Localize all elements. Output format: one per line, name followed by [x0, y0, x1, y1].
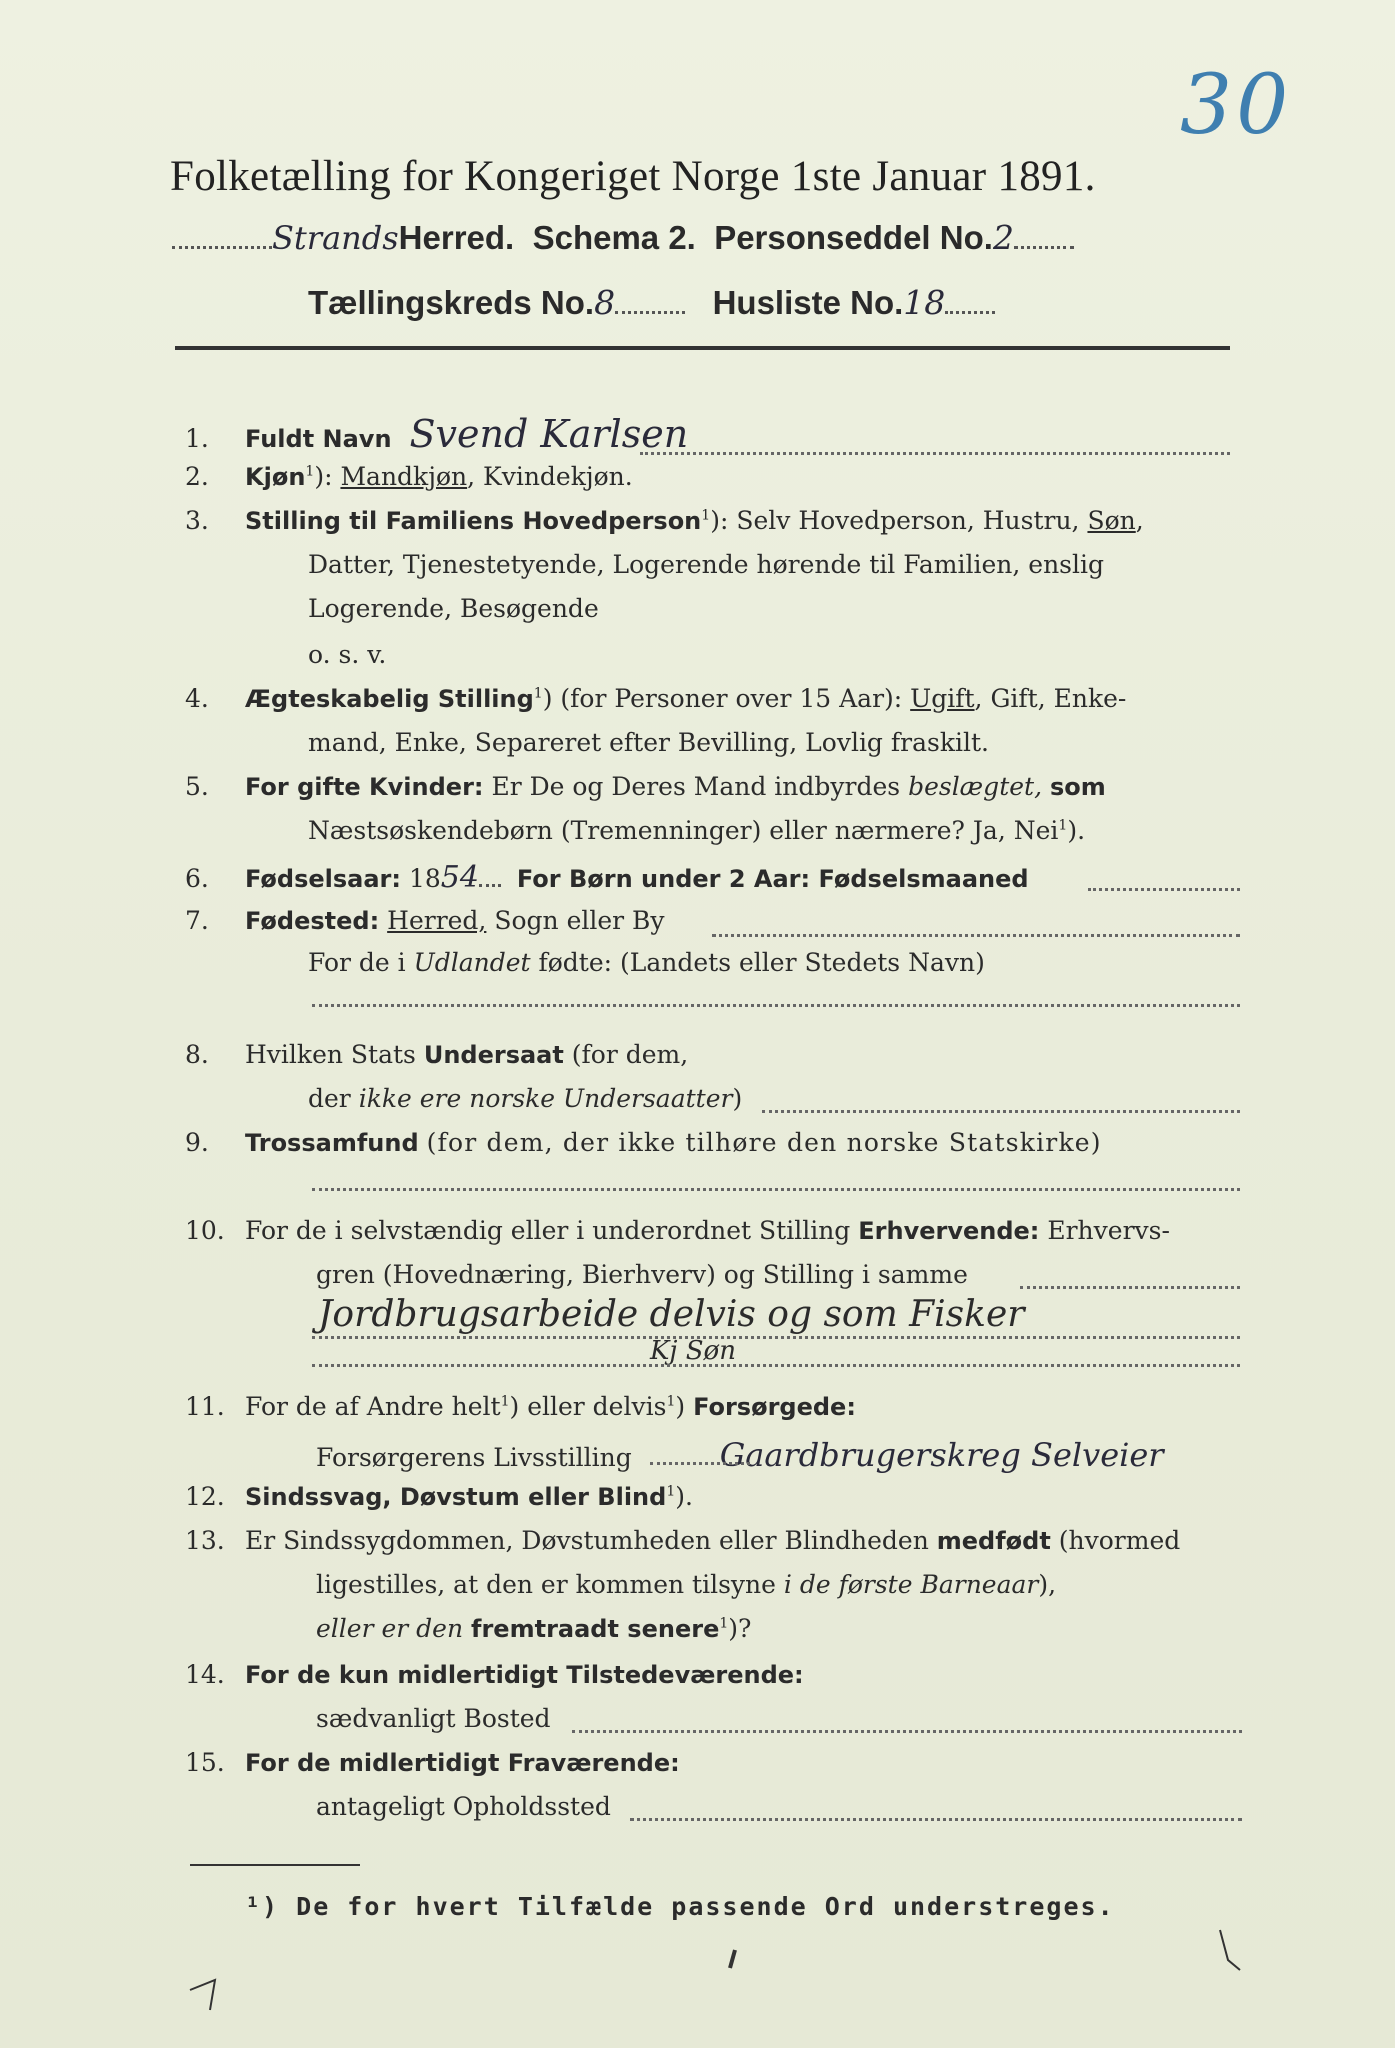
- q13-line-b: ligestilles, at den er kommen tilsyne i de første Barneaar),: [316, 1570, 1057, 1599]
- q11-label: Forsørgede:: [693, 1393, 856, 1421]
- q1-row: [185, 412, 688, 456]
- q6-row: [185, 860, 1029, 895]
- q7-label: Fødested:: [245, 907, 380, 935]
- q7-option-herred: Herred,: [387, 906, 487, 935]
- q10-text-c: gren (Hovednæring, Bierhverv) og Stilling i samme: [316, 1260, 968, 1289]
- q7-row: [185, 906, 665, 935]
- personseddel-label: Personseddel No.: [714, 219, 993, 256]
- q13-line-c: eller er den fremtraadt senere$^1$)?: [316, 1614, 752, 1643]
- q3-option-son: Søn: [1087, 506, 1136, 535]
- q4-text-a: (for Personer over 15 Aar):: [560, 684, 903, 713]
- q15-fill-line: [630, 1818, 1242, 1821]
- q12-number: 12.: [185, 1482, 225, 1511]
- q8-text-b: (for dem,: [571, 1040, 689, 1069]
- herred-value: Strands: [272, 219, 399, 257]
- q6-text: For Børn under 2 Aar: Fødselsmaaned: [516, 865, 1029, 893]
- q10-text-a: For de i selvstændig eller i underordnet Stilling: [245, 1216, 851, 1245]
- q1-fill-line: [640, 452, 1230, 455]
- q10-row: [185, 1216, 1170, 1245]
- q10-value-line-1: Jordbrugsarbeide delvis og som Fisker: [318, 1294, 1025, 1335]
- q10-value-line-2: Kj Søn: [650, 1336, 736, 1366]
- q5-row: [185, 772, 1106, 801]
- q15-label: For de midlertidigt Fraværende:: [245, 1749, 680, 1777]
- q11-text-a: For de af Andre helt: [245, 1392, 501, 1421]
- q11-row: 11. For de af Andre helt$^1$) eller delvis$^1$) Forsørgede:: [185, 1392, 856, 1421]
- q7-text-b1: For de i: [308, 948, 406, 977]
- q6-number: 6.: [185, 864, 209, 893]
- q9-row: [185, 1128, 1245, 1157]
- q11-value: Gaardbrugerskreg Selveier: [719, 1436, 1164, 1474]
- q14-text: sædvanligt Bosted: [316, 1704, 551, 1733]
- q9-label: Trossamfund: [245, 1129, 419, 1157]
- q8-label: Undersaat: [423, 1041, 564, 1069]
- q9-fill-line: [312, 1188, 1240, 1191]
- q13-italic: i de første Barneaar: [783, 1570, 1039, 1599]
- q5-text-som: som: [1049, 773, 1106, 801]
- q10-fill-line-2: [312, 1336, 1240, 1339]
- q2-number: 2.: [185, 462, 209, 491]
- q13-label2: fremtraadt senere: [471, 1615, 720, 1643]
- q15-row: [185, 1748, 680, 1777]
- taellingskreds-value: 8: [594, 283, 616, 322]
- binding-marks: [180, 1900, 1260, 2020]
- q3-number: 3.: [185, 506, 209, 535]
- q11-text-b: eller delvis: [527, 1392, 667, 1421]
- q7-text-b2: fødte: (Landets eller Stedets Navn): [538, 948, 985, 977]
- q10-text-b: Erhvervs-: [1047, 1216, 1170, 1245]
- q7-fill-line-2: [312, 1004, 1240, 1007]
- q2-option-kvindekjon: Kvindekjøn.: [483, 462, 633, 491]
- q13-text-c: ligestilles, at den er kommen tilsyne: [316, 1570, 776, 1599]
- q8-number: 8.: [185, 1040, 209, 1069]
- q6-label: Fødselsaar:: [245, 865, 401, 893]
- q14-label: For de kun midlertidigt Tilstedeværende:: [245, 1661, 804, 1689]
- q12-label: Sindssvag, Døvstum eller Blind: [245, 1483, 667, 1511]
- q13-row: [185, 1526, 1180, 1555]
- q15-text: antageligt Opholdssted: [316, 1792, 611, 1821]
- q4-row: 4. Ægteskabelig Stilling$^1$) (for Personer over 15 Aar): Ugift, Gift, Enke-: [185, 684, 1127, 713]
- q1-label: Fuldt Navn: [245, 425, 392, 453]
- q2-option-mandkjon: Mandkjøn: [340, 462, 468, 491]
- q14-row: [185, 1660, 804, 1689]
- q4-number: 4.: [185, 684, 209, 713]
- q3-row: 3. Stilling til Familiens Hovedperson$^1$): Selv Hovedperson, Hustru, Søn,: [185, 506, 1144, 535]
- q7-fill-line: [712, 934, 1240, 937]
- q3-text-a: Selv Hovedperson, Hustru,: [736, 506, 1080, 535]
- q6-fill-line: [1088, 888, 1240, 891]
- q8-text-a: Hvilken Stats: [245, 1040, 416, 1069]
- q4-option-ugift: Ugift: [910, 684, 975, 713]
- q8-row: [185, 1040, 688, 1069]
- q11-fill-line: [650, 1462, 750, 1465]
- q6-prefix: 18: [408, 864, 441, 893]
- q4-text-c: mand, Enke, Separeret efter Bevilling, Lovlig fraskilt.: [308, 728, 989, 757]
- q11-number: 11.: [185, 1392, 225, 1421]
- q2-row: 2. Kjøn$^1$): Mandkjøn, Kvindekjøn.: [185, 462, 633, 491]
- q8-fill-line: [762, 1110, 1240, 1113]
- footnote-rule: [190, 1864, 360, 1866]
- q5-text-a: Er De og Deres Mand indbyrdes: [491, 772, 901, 801]
- q5-label: For gifte Kvinder:: [245, 773, 484, 801]
- q15-number: 15.: [185, 1748, 225, 1777]
- q13-text-d: eller er den: [316, 1614, 464, 1643]
- herred-label: Herred.: [398, 219, 515, 256]
- header-row-1: [172, 218, 1074, 257]
- q5-number: 5.: [185, 772, 209, 801]
- schema-label: Schema 2.: [532, 219, 696, 256]
- q13-label: medfødt: [936, 1527, 1051, 1555]
- q14-fill-line: [572, 1730, 1242, 1733]
- q7-number: 7.: [185, 906, 209, 935]
- q12-row: 12. Sindssvag, Døvstum eller Blind$^1$).: [185, 1482, 693, 1511]
- header-row-2: [308, 283, 995, 322]
- q7-text-b-italic: Udlandet: [413, 948, 531, 977]
- q8-line-b: der ikke ere norske Undersaatter): [308, 1084, 743, 1113]
- q2-sup: 1: [305, 463, 315, 480]
- q13-text-b: (hvormed: [1058, 1526, 1181, 1555]
- q11-text-c: Forsørgerens Livsstilling: [316, 1443, 632, 1472]
- q13-number: 13.: [185, 1526, 225, 1555]
- q4-label: Ægteskabelig Stilling: [245, 685, 534, 713]
- q1-number: 1.: [185, 424, 209, 453]
- husliste-label: Husliste No.: [712, 284, 904, 321]
- q7-text: Sogn eller By: [494, 906, 665, 935]
- q2-label: Kjøn: [245, 463, 306, 491]
- form-title: Folketælling for Kongeriget Norge 1ste Januar 1891.: [170, 153, 1096, 200]
- page-number: 30: [1180, 58, 1293, 153]
- q10-fill-line-3: [312, 1364, 1240, 1367]
- q8-text-c-italic: ikke ere norske Undersaatter: [358, 1084, 733, 1113]
- q10-fill-line: [1020, 1286, 1240, 1289]
- q1-value: Svend Karlsen: [409, 412, 689, 456]
- q14-number: 14.: [185, 1660, 225, 1689]
- q5-line-b: Næstsøskendebørn (Tremenninger) eller nærmere? Ja, Nei$^1$).: [308, 816, 1086, 845]
- q4-text-b: , Gift, Enke-: [974, 684, 1127, 713]
- q3-label: Stilling til Familiens Hovedperson: [245, 507, 702, 535]
- personseddel-value: 2: [992, 218, 1014, 257]
- husliste-value: 18: [903, 283, 946, 322]
- q11-line-b: [316, 1436, 1164, 1474]
- q3-text-d: o. s. v.: [308, 640, 387, 669]
- footnote: ¹) De for hvert Tilfælde passende Ord understreges.: [245, 1892, 1115, 1921]
- q9-number: 9.: [185, 1128, 209, 1157]
- q3-text-b: Datter, Tjenestetyende, Logerende hørende til Familien, enslig: [308, 550, 1105, 579]
- q5-italic: beslægtet,: [908, 772, 1043, 801]
- q10-label: Erhvervende:: [858, 1217, 1040, 1245]
- q3-text-c: Logerende, Besøgende: [308, 594, 599, 623]
- q9-text: (for dem, der ikke tilhøre den norske Statskirke): [426, 1128, 1102, 1157]
- taellingskreds-label: Tællingskreds No.: [308, 284, 595, 321]
- q6-value: 54: [440, 860, 479, 895]
- q8-text-c: der: [308, 1084, 351, 1113]
- q5-text-b: Næstsøskendebørn (Tremenninger) eller nærmere? Ja, Nei: [308, 816, 1059, 845]
- q10-number: 10.: [185, 1216, 225, 1245]
- q13-text-a: Er Sindssygdommen, Døvstumheden eller Blindheden: [245, 1526, 929, 1555]
- header-rule: [175, 346, 1230, 350]
- q7-line-b: [308, 948, 985, 977]
